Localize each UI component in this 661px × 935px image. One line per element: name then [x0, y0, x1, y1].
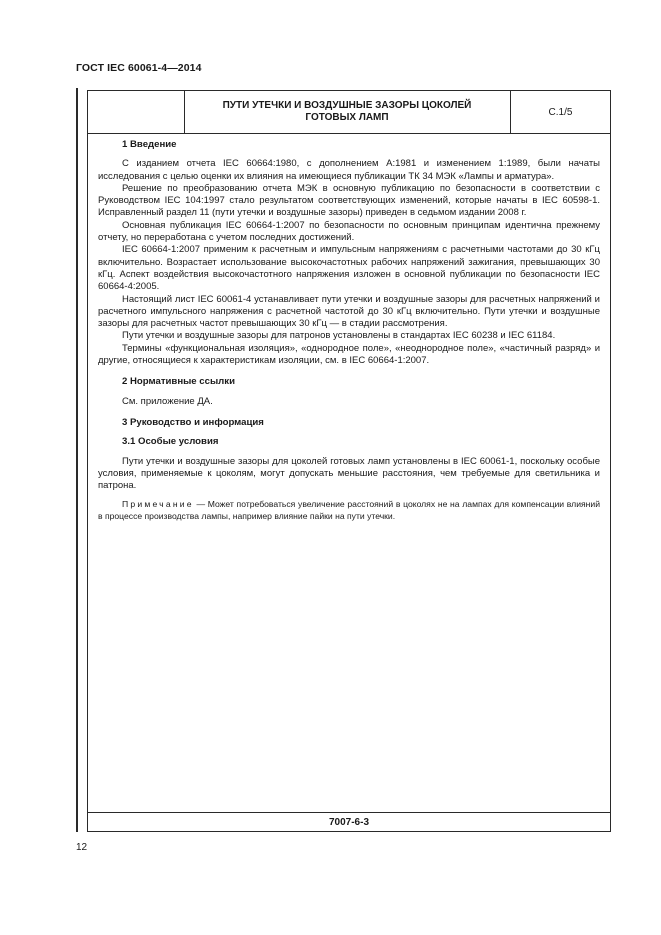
sheet-body — [98, 139, 600, 522]
section-2-paragraph: См. приложение ДА. — [122, 395, 213, 407]
section-1-paragraph: IEC 60664-1:2007 применим к расчетным и импульсным напряжениям с расчетными частотами до 30 кГц включительно. Возрастает использование высокочастотных рабочих напряжений зажигания, превышающих 30 кГц. Аспект воздействия высокочастотного напряжения изложен в основной публикации по безопасности IEC 60664-4:2005. — [98, 244, 600, 293]
section-1-paragraph: Термины «функциональная изоляция», «однородное поле», «неоднородное поле», «частичный разряд» и другие, относящиеся к характеристикам изоляции, см. в IEC 60664-1:2007. — [98, 342, 600, 367]
section-1-paragraph: Основная публикация IEC 60664-1:2007 по безопасности по основным принципам идентична прежнему отчету, но переработана с учетом последних достижений. — [98, 219, 600, 244]
left-margin-rule — [76, 88, 78, 832]
sheet-footer-code: 7007-6-3 — [88, 812, 610, 832]
sheet-number: С.1/5 — [548, 106, 573, 118]
section-1-paragraph: Пути утечки и воздушные зазоры для патронов установлены в стандартах IEC 60238 и IEC 61184. — [122, 330, 556, 342]
title-cell-blank — [88, 91, 185, 133]
sheet-title-line-2: ГОТОВЫХ ЛАМП — [305, 112, 389, 123]
section-1-heading: 1 Введение — [122, 139, 177, 150]
section-3-1-paragraph: Пути утечки и воздушные зазоры для цоколей готовых ламп установлены в IEC 60061-1, поскольку особые условия, применяемые к цоколям, могут допускать меньшие расстояния, чем требуемые для светильника и патрона. — [98, 455, 600, 492]
note-label: Примечание — [122, 499, 194, 510]
sheet-title-row — [88, 91, 610, 134]
note-block — [98, 499, 600, 522]
document-code: ГОСТ IEC 60061-4—2014 — [76, 62, 202, 74]
section-2-heading: 2 Нормативные ссылки — [122, 376, 235, 388]
section-1-paragraph: Решение по преобразованию отчета МЭК в основную публикацию по безопасности в соответствии с Руководством IEC 104:1997 стало результатом соответствующих изменений, которые начаты в IEC 60598-1. Исправленный раздел 11 (пути утечки и воздушные зазоры) приведен в седьмом издании 2008 г. — [98, 182, 600, 219]
section-3-heading: 3 Руководство и информация — [122, 416, 264, 428]
standard-sheet-frame — [87, 90, 611, 832]
sheet-title-line-1: ПУТИ УТЕЧКИ И ВОЗДУШНЫЕ ЗАЗОРЫ ЦОКОЛЕЙ — [222, 100, 472, 111]
page-number: 12 — [76, 842, 88, 853]
section-1-paragraph: С изданием отчета IEC 60664:1980, с дополнением А:1981 и изменением 1:1989, были начаты исследования с целью оценки их влияния на имеющиеся публикации ТК 34 МЭК «Лампы и арматура». — [98, 158, 600, 182]
section-1-paragraph: Настоящий лист IEC 60061-4 устанавливает пути утечки и воздушные зазоры для расчетных напряжений и расчетного импульсного напряжения с расчетной частотой до 30 кГц включительно. Пути утечки и воздушные зазоры для расчетных частот превышающих 30 кГц — в стадии рассмотрения. — [98, 293, 600, 330]
section-3-1-heading: 3.1 Особые условия — [122, 436, 219, 448]
sheet-title — [184, 91, 511, 133]
note-text: — Может потребоваться увеличение расстояний в цоколях не на лампах для компенсации влияний в процессе производства лампы, например влияние пайки на пути утечки. — [98, 499, 600, 521]
